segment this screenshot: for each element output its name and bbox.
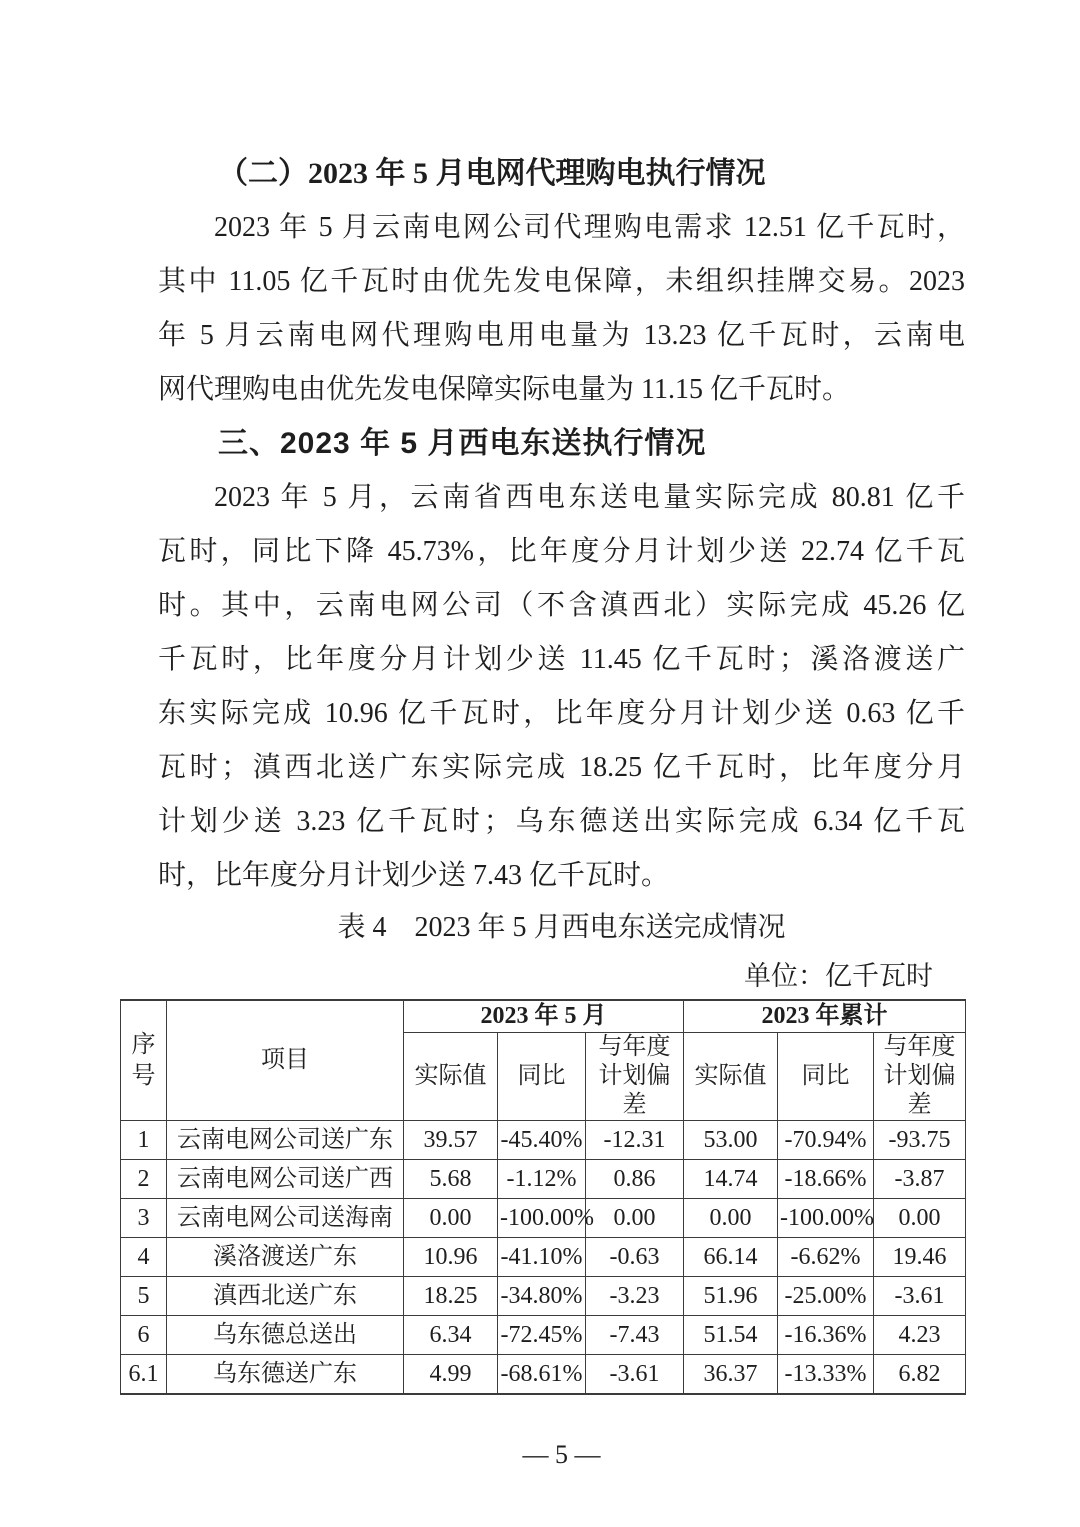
cell-item: 云南电网公司送广东	[167, 1121, 404, 1160]
cell: 0.86	[586, 1160, 684, 1199]
text-line: 2023 年 5 月，云南省西电东送电量实际完成 80.81 亿千	[214, 482, 965, 513]
text-line: 瓦时；滇西北送广东实际完成 18.25 亿千瓦时，比年度分月	[158, 752, 965, 783]
table-row	[121, 1355, 966, 1395]
cell-item: 溪洛渡送广东	[167, 1238, 404, 1277]
cell: 19.46	[874, 1238, 966, 1277]
header-group-may: 2023 年 5 月	[404, 1000, 684, 1033]
cell: -45.40%	[498, 1121, 586, 1160]
west-east-power-table	[120, 999, 966, 1395]
cell: -1.12%	[498, 1160, 586, 1199]
cell: -70.94%	[778, 1121, 874, 1160]
cell-item: 滇西北送广东	[167, 1277, 404, 1316]
text-line: 时。其中，云南电网公司（不含滇西北）实际完成 45.26 亿	[158, 590, 965, 621]
cell: -3.23	[586, 1277, 684, 1316]
text-line: 年 5 月云南电网代理购电用电量为 13.23 亿千瓦时，云南电	[158, 320, 965, 351]
cell: 6.82	[874, 1355, 966, 1395]
header-actual: 实际值	[684, 1033, 778, 1121]
cell: 6.34	[404, 1316, 498, 1355]
cell: 51.54	[684, 1316, 778, 1355]
cell: 0.00	[586, 1199, 684, 1238]
section-heading-grid-agent-purchase: （二）2023 年 5 月电网代理购电执行情况	[218, 157, 766, 190]
text-line: 计划少送 3.23 亿千瓦时；乌东德送出实际完成 6.34 亿千瓦	[158, 806, 965, 837]
cell: 0.00	[874, 1199, 966, 1238]
cell: -18.66%	[778, 1160, 874, 1199]
text-line: 东实际完成 10.96 亿千瓦时，比年度分月计划少送 0.63 亿千	[158, 698, 965, 729]
header-item: 项目	[167, 1000, 404, 1121]
cell-seq: 6.1	[121, 1355, 167, 1395]
cell-seq: 3	[121, 1199, 167, 1238]
header-seq: 序号	[121, 1000, 167, 1121]
cell: -13.33%	[778, 1355, 874, 1395]
cell: -3.61	[874, 1277, 966, 1316]
cell-item: 乌东德总送出	[167, 1316, 404, 1355]
cell: -100.00%	[498, 1199, 586, 1238]
cell: -3.61	[586, 1355, 684, 1395]
table-row	[121, 1160, 966, 1199]
cell-seq: 2	[121, 1160, 167, 1199]
cell: -3.87	[874, 1160, 966, 1199]
cell: -41.10%	[498, 1238, 586, 1277]
document-page	[128, 147, 965, 1471]
cell: 18.25	[404, 1277, 498, 1316]
cell: -6.62%	[778, 1238, 874, 1277]
text-line: 其中 11.05 亿千瓦时由优先发电保障，未组织挂牌交易。2023	[158, 266, 965, 297]
page-number: — 5 —	[522, 1440, 601, 1469]
cell-item: 云南电网公司送广西	[167, 1160, 404, 1199]
cell: 0.00	[684, 1199, 778, 1238]
cell: -0.63	[586, 1238, 684, 1277]
table-row	[121, 1199, 966, 1238]
text-line: 瓦时，同比下降 45.73%，比年度分月计划少送 22.74 亿千瓦	[158, 536, 965, 567]
text-line: 网代理购电由优先发电保障实际电量为 11.15 亿千瓦时。	[158, 374, 850, 405]
table-header-row	[121, 1000, 966, 1033]
cell: 53.00	[684, 1121, 778, 1160]
cell: 5.68	[404, 1160, 498, 1199]
header-yoy: 同比	[498, 1033, 586, 1121]
table-unit-label: 单位：亿千瓦时	[744, 961, 933, 991]
cell: -7.43	[586, 1316, 684, 1355]
header-group-cum: 2023 年累计	[684, 1000, 966, 1033]
cell-item: 云南电网公司送海南	[167, 1199, 404, 1238]
cell-seq: 1	[121, 1121, 167, 1160]
cell: 4.23	[874, 1316, 966, 1355]
text-line: 千瓦时，比年度分月计划少送 11.45 亿千瓦时；溪洛渡送广	[158, 644, 965, 675]
cell: 0.00	[404, 1199, 498, 1238]
header-yoy: 同比	[778, 1033, 874, 1121]
table-row	[121, 1277, 966, 1316]
paragraph-grid-agent-purchase	[158, 201, 965, 417]
cell: 14.74	[684, 1160, 778, 1199]
cell: 10.96	[404, 1238, 498, 1277]
cell: 66.14	[684, 1238, 778, 1277]
cell-seq: 5	[121, 1277, 167, 1316]
cell: 51.96	[684, 1277, 778, 1316]
header-plan-dev: 与年度计划偏差	[874, 1033, 966, 1121]
cell-seq: 4	[121, 1238, 167, 1277]
cell: -16.36%	[778, 1316, 874, 1355]
text-line: 2023 年 5 月云南电网公司代理购电需求 12.51 亿千瓦时，	[214, 212, 965, 243]
cell: -34.80%	[498, 1277, 586, 1316]
cell: -100.00%	[778, 1199, 874, 1238]
table-row	[121, 1316, 966, 1355]
cell: -72.45%	[498, 1316, 586, 1355]
header-actual: 实际值	[404, 1033, 498, 1121]
cell: 39.57	[404, 1121, 498, 1160]
cell: -25.00%	[778, 1277, 874, 1316]
cell: -12.31	[586, 1121, 684, 1160]
section-heading-west-east-power: 三、2023 年 5 月西电东送执行情况	[218, 427, 707, 460]
cell: -68.61%	[498, 1355, 586, 1395]
text-line: 时，比年度分月计划少送 7.43 亿千瓦时。	[158, 860, 670, 891]
table-title: 表 4 2023 年 5 月西电东送完成情况	[337, 912, 786, 943]
cell-item: 乌东德送广东	[167, 1355, 404, 1395]
cell: 4.99	[404, 1355, 498, 1395]
table-row	[121, 1238, 966, 1277]
cell: 36.37	[684, 1355, 778, 1395]
cell-seq: 6	[121, 1316, 167, 1355]
cell: -93.75	[874, 1121, 966, 1160]
paragraph-west-east-power	[158, 471, 965, 903]
table-row	[121, 1121, 966, 1160]
header-plan-dev: 与年度计划偏差	[586, 1033, 684, 1121]
